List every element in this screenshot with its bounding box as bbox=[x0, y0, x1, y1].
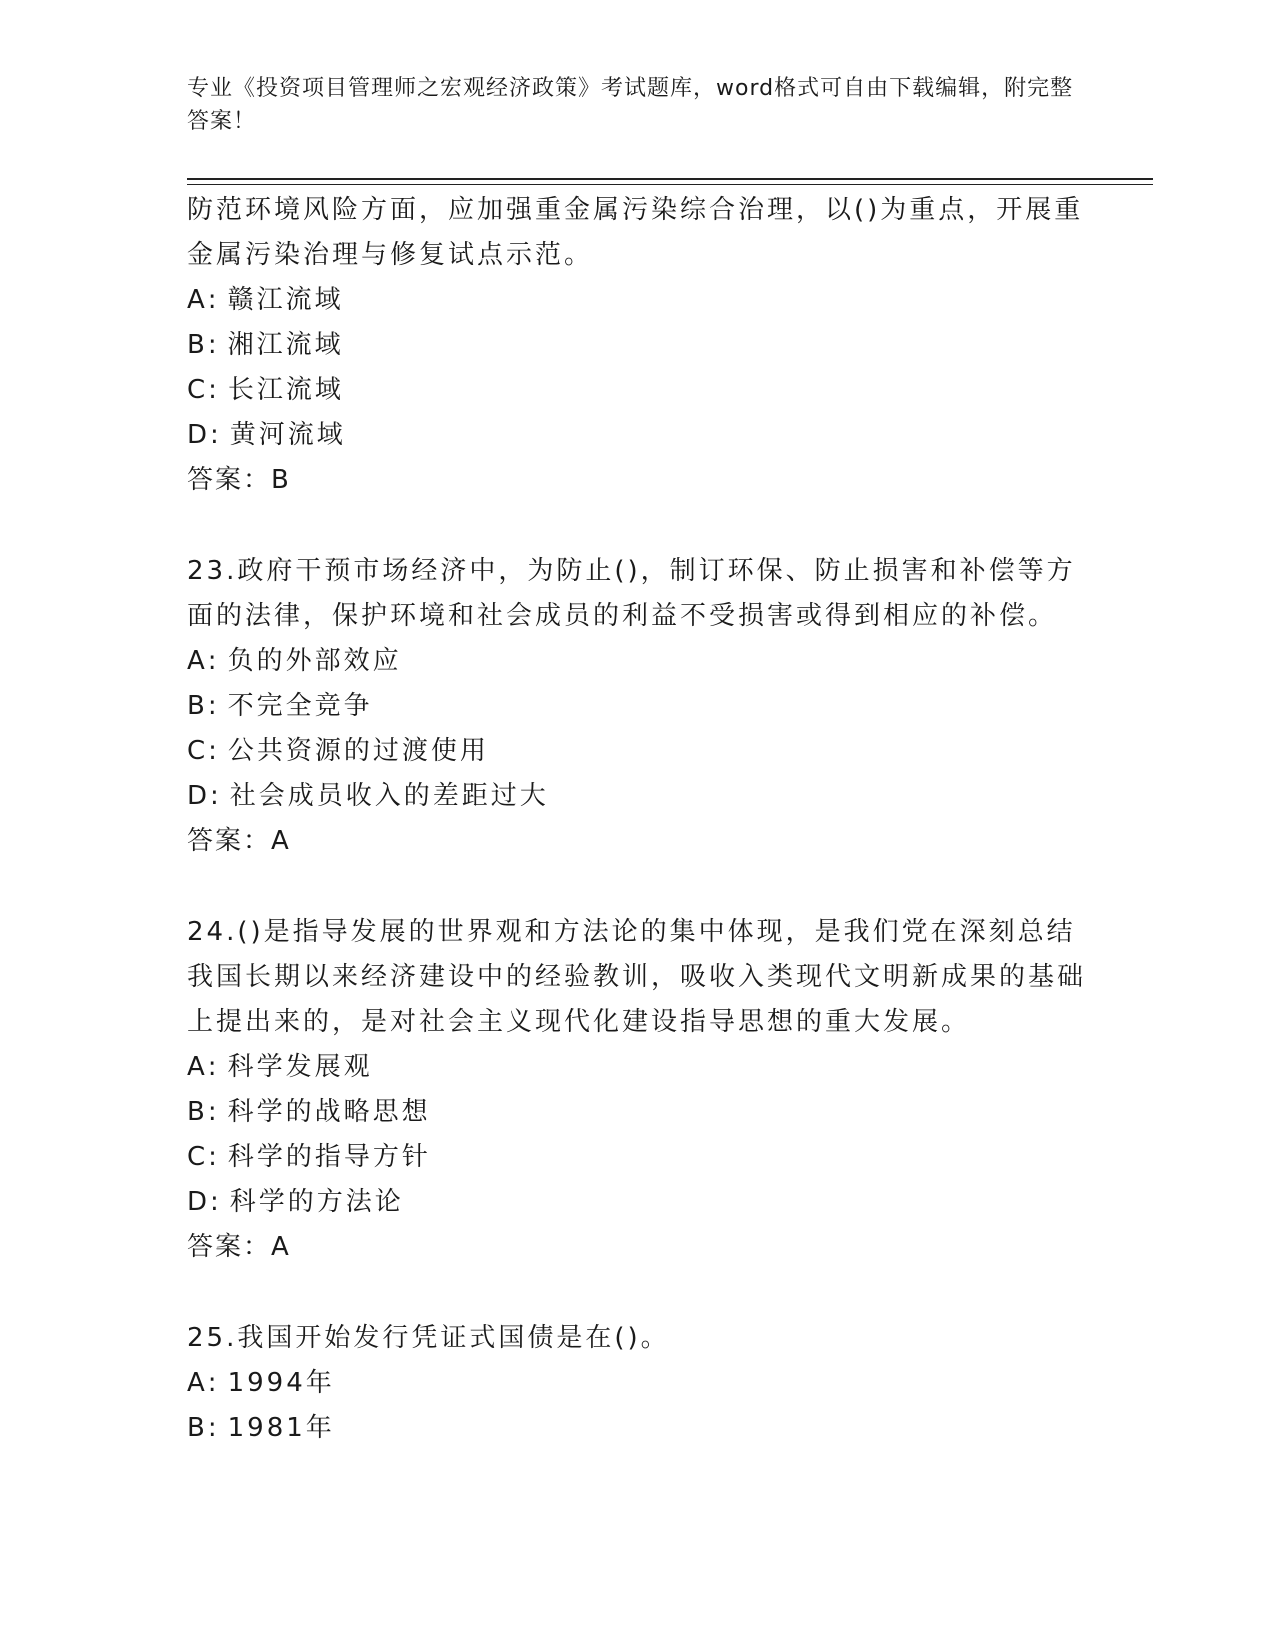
option-letter: D bbox=[187, 420, 211, 450]
question-item bbox=[187, 1316, 1087, 1451]
option-letter: A bbox=[187, 1368, 208, 1398]
question-stem: 防范环境风险方面，应加强重金属污染综合治理，以()为重点，开展重金属污染治理与修复试点示范。 bbox=[187, 195, 1084, 270]
question-item bbox=[187, 549, 1087, 864]
option-letter: C bbox=[187, 1142, 209, 1172]
option-text: 1994年 bbox=[227, 1368, 335, 1398]
option-c: C: 公共资源的过渡使用 bbox=[187, 729, 1087, 774]
header-rule-thick bbox=[187, 178, 1153, 180]
option-b: B: 1981年 bbox=[187, 1406, 1087, 1451]
option-text: 科学发展观 bbox=[227, 1052, 373, 1082]
option-text: 赣江流域 bbox=[227, 285, 344, 315]
option-letter: C bbox=[187, 375, 209, 405]
option-letter: D bbox=[187, 781, 211, 811]
option-text: 黄河流域 bbox=[229, 420, 346, 450]
option-b: B: 不完全竞争 bbox=[187, 684, 1087, 729]
option-letter: A bbox=[187, 1052, 208, 1082]
option-text: 科学的战略思想 bbox=[227, 1097, 431, 1127]
option-d: D: 科学的方法论 bbox=[187, 1180, 1087, 1225]
answer-label: 答案： bbox=[187, 465, 272, 495]
answer-value: B bbox=[271, 465, 291, 495]
option-letter: A bbox=[187, 285, 208, 315]
answer-label: 答案： bbox=[187, 826, 272, 856]
option-letter: C bbox=[187, 736, 209, 766]
option-letter: B bbox=[187, 691, 208, 721]
option-a: A: 1994年 bbox=[187, 1361, 1087, 1406]
option-d: D: 黄河流域 bbox=[187, 413, 1087, 458]
option-text: 社会成员收入的差距过大 bbox=[229, 781, 549, 811]
option-text: 湘江流域 bbox=[227, 330, 344, 360]
option-text: 科学的指导方针 bbox=[227, 1142, 431, 1172]
option-b: B: 湘江流域 bbox=[187, 323, 1087, 368]
answer-line bbox=[187, 1225, 1087, 1270]
option-d: D: 社会成员收入的差距过大 bbox=[187, 774, 1087, 819]
question-stem: 24.()是指导发展的世界观和方法论的集中体现，是我们党在深刻总结我国长期以来经济建设中的经验教训，吸收入类现代文明新成果的基础上提出来的，是对社会主义现代化建设指导思想的重大发展。 bbox=[187, 917, 1087, 1037]
question-stem: 25.我国开始发行凭证式国债是在()。 bbox=[187, 1323, 670, 1353]
answer-value: A bbox=[271, 1232, 291, 1262]
option-letter: B bbox=[187, 1097, 208, 1127]
option-text: 公共资源的过渡使用 bbox=[227, 736, 489, 766]
option-c: C: 长江流域 bbox=[187, 368, 1087, 413]
answer-label: 答案： bbox=[187, 1232, 272, 1262]
option-letter: B bbox=[187, 330, 208, 360]
option-c: C: 科学的指导方针 bbox=[187, 1135, 1087, 1180]
answer-line bbox=[187, 819, 1087, 864]
option-text: 科学的方法论 bbox=[229, 1187, 404, 1217]
option-letter: B bbox=[187, 1413, 208, 1443]
question-item bbox=[187, 910, 1087, 1270]
option-text: 负的外部效应 bbox=[227, 646, 402, 676]
answer-value: A bbox=[271, 826, 291, 856]
question-stem: 23.政府干预市场经济中，为防止()，制订环保、防止损害和补偿等方面的法律，保护环境和社会成员的利益不受损害或得到相应的补偿。 bbox=[187, 556, 1076, 631]
option-letter: D bbox=[187, 1187, 211, 1217]
option-letter: A bbox=[187, 646, 208, 676]
question-item bbox=[187, 188, 1087, 503]
answer-line bbox=[187, 458, 1087, 503]
option-text: 长江流域 bbox=[227, 375, 344, 405]
question-list bbox=[187, 188, 1087, 1451]
option-a: A: 科学发展观 bbox=[187, 1045, 1087, 1090]
option-a: A: 赣江流域 bbox=[187, 278, 1087, 323]
option-a: A: 负的外部效应 bbox=[187, 639, 1087, 684]
document-header: 专业《投资项目管理师之宏观经济政策》考试题库，word格式可自由下载编辑，附完整答案！ bbox=[187, 76, 1074, 134]
option-text: 1981年 bbox=[227, 1413, 335, 1443]
header-rule-thin bbox=[187, 184, 1153, 185]
option-b: B: 科学的战略思想 bbox=[187, 1090, 1087, 1135]
option-text: 不完全竞争 bbox=[227, 691, 373, 721]
